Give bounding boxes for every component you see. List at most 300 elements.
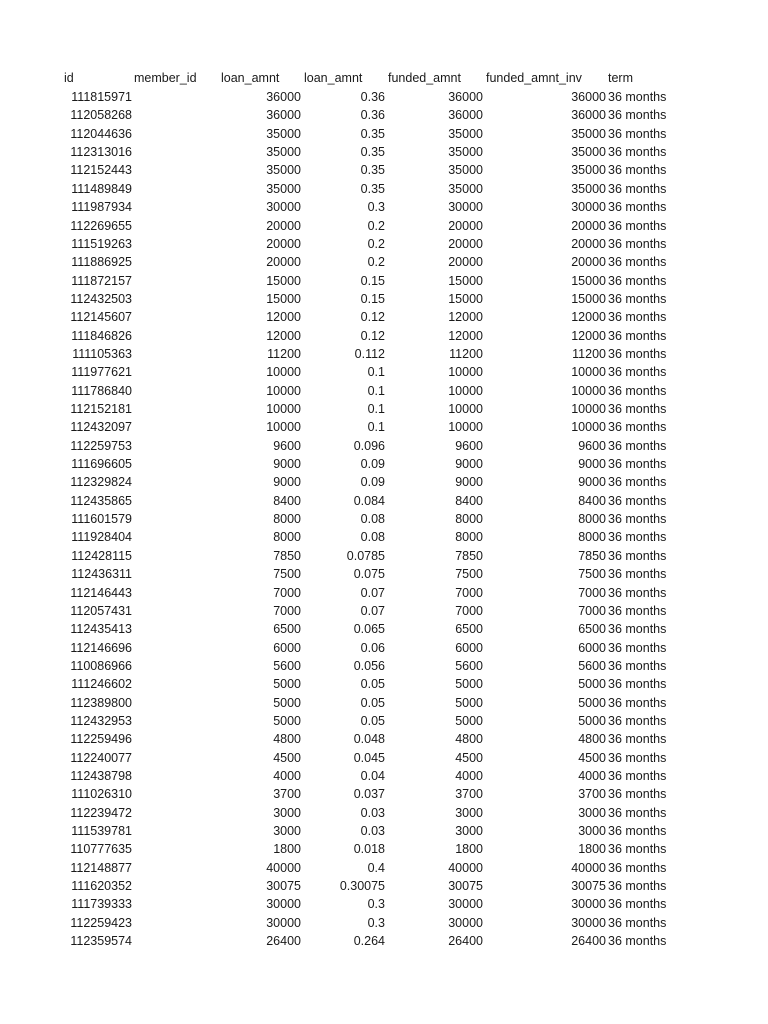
cell-loan-amnt-2: 0.3	[367, 915, 385, 930]
header-funded-amnt-inv: funded_amnt_inv	[486, 71, 582, 85]
cell-term: 36 months	[608, 548, 667, 563]
cell-funded-amnt-inv: 4500	[578, 750, 606, 765]
cell-term: 36 months	[608, 824, 667, 838]
cell-id: 110777635	[70, 842, 132, 857]
table-row	[0, 932, 768, 950]
cell-id: 111846826	[71, 328, 132, 343]
cell-loan-amnt: 3000	[273, 824, 301, 838]
cell-funded-amnt-inv: 9000	[578, 457, 606, 471]
cell-loan-amnt-2: 0.35	[360, 163, 385, 178]
cell-loan-amnt: 15000	[266, 291, 301, 306]
cell-id: 111815971	[71, 90, 132, 104]
table-row	[0, 565, 768, 583]
header-row	[0, 69, 768, 87]
cell-funded-amnt-inv: 20000	[571, 236, 606, 251]
cell-funded-amnt: 4800	[455, 732, 483, 747]
cell-id: 111026310	[71, 787, 132, 802]
cell-funded-amnt-inv: 8000	[578, 512, 606, 527]
cell-id: 111872157	[71, 273, 132, 288]
cell-id: 111928404	[71, 530, 132, 545]
cell-funded-amnt-inv: 6000	[578, 640, 606, 655]
cell-loan-amnt: 30000	[266, 915, 301, 930]
cell-funded-amnt: 30075	[448, 879, 483, 894]
cell-loan-amnt: 10000	[266, 420, 301, 435]
table-row	[0, 382, 768, 400]
cell-term: 36 months	[608, 145, 667, 160]
cell-term: 36 months	[608, 126, 667, 141]
cell-loan-amnt-2: 0.1	[367, 420, 385, 435]
cell-loan-amnt: 30075	[266, 879, 301, 894]
cell-id: 112359574	[70, 934, 132, 949]
cell-loan-amnt: 20000	[266, 255, 301, 270]
cell-loan-amnt-2: 0.2	[367, 218, 385, 233]
cell-funded-amnt: 5000	[455, 677, 483, 692]
cell-funded-amnt-inv: 30000	[571, 915, 606, 930]
cell-id: 112428115	[71, 548, 132, 563]
cell-id: 112259423	[70, 915, 132, 930]
cell-loan-amnt-2: 0.35	[360, 145, 385, 160]
cell-funded-amnt-inv: 5000	[578, 695, 606, 710]
cell-funded-amnt: 8000	[455, 530, 483, 545]
cell-id: 112146696	[70, 640, 132, 655]
cell-funded-amnt-inv: 30075	[571, 879, 606, 894]
cell-loan-amnt: 26400	[266, 934, 301, 949]
cell-funded-amnt-inv: 4000	[578, 769, 606, 783]
cell-loan-amnt: 4000	[273, 769, 301, 783]
cell-funded-amnt-inv: 3700	[578, 787, 606, 802]
cell-term: 36 months	[608, 787, 667, 802]
header-loan-amnt-2: loan_amnt	[304, 71, 363, 85]
cell-term: 36 months	[608, 567, 667, 582]
cell-id: 111105363	[72, 346, 132, 361]
cell-loan-amnt: 35000	[266, 181, 301, 196]
cell-funded-amnt: 9600	[455, 438, 483, 453]
cell-term: 36 months	[608, 897, 667, 912]
table-row	[0, 345, 768, 363]
cell-funded-amnt-inv: 9000	[578, 475, 606, 490]
cell-id: 110086966	[70, 658, 132, 673]
cell-funded-amnt-inv: 3000	[578, 805, 606, 820]
cell-id: 112148877	[70, 860, 132, 875]
cell-id: 112389800	[70, 695, 132, 710]
cell-loan-amnt-2: 0.1	[367, 383, 385, 398]
cell-term: 36 months	[608, 402, 667, 416]
cell-term: 36 months	[608, 108, 667, 123]
cell-funded-amnt: 4500	[455, 750, 483, 765]
cell-loan-amnt-2: 0.03	[360, 805, 385, 820]
cell-id: 112313016	[70, 145, 132, 160]
cell-funded-amnt: 30000	[448, 200, 483, 215]
cell-funded-amnt-inv: 5000	[578, 677, 606, 692]
cell-loan-amnt-2: 0.0785	[346, 548, 385, 563]
table-row	[0, 125, 768, 143]
cell-term: 36 months	[608, 218, 667, 233]
cell-term: 36 months	[608, 769, 667, 783]
cell-funded-amnt: 7500	[455, 567, 483, 582]
cell-funded-amnt: 35000	[448, 163, 483, 178]
cell-funded-amnt-inv: 10000	[571, 402, 606, 416]
cell-loan-amnt-2: 0.3	[367, 200, 385, 215]
cell-loan-amnt: 9000	[273, 475, 301, 490]
cell-loan-amnt: 7850	[273, 548, 301, 563]
cell-loan-amnt: 6500	[273, 622, 301, 637]
cell-loan-amnt: 20000	[266, 218, 301, 233]
cell-funded-amnt-inv: 35000	[571, 145, 606, 160]
cell-loan-amnt: 20000	[266, 236, 301, 251]
cell-term: 36 months	[608, 713, 667, 728]
cell-term: 36 months	[608, 236, 667, 251]
table-row	[0, 327, 768, 345]
cell-funded-amnt: 20000	[448, 236, 483, 251]
cell-funded-amnt: 9000	[455, 475, 483, 490]
table-row	[0, 400, 768, 418]
cell-funded-amnt: 35000	[448, 145, 483, 160]
cell-term: 36 months	[608, 438, 667, 453]
cell-funded-amnt-inv: 36000	[571, 90, 606, 104]
cell-id: 111696605	[71, 457, 132, 471]
cell-id: 112058268	[70, 108, 132, 123]
cell-loan-amnt-2: 0.05	[360, 713, 385, 728]
cell-funded-amnt-inv: 4800	[578, 732, 606, 747]
cell-id: 112438798	[70, 769, 132, 783]
cell-funded-amnt-inv: 3000	[578, 824, 606, 838]
table-row	[0, 694, 768, 712]
table-row	[0, 106, 768, 124]
cell-loan-amnt: 15000	[266, 273, 301, 288]
cell-funded-amnt: 6500	[455, 622, 483, 637]
header-member-id: member_id	[134, 71, 197, 85]
cell-loan-amnt: 9000	[273, 457, 301, 471]
cell-loan-amnt: 10000	[266, 383, 301, 398]
table-row	[0, 639, 768, 657]
cell-funded-amnt: 36000	[448, 108, 483, 123]
cell-funded-amnt-inv: 20000	[571, 218, 606, 233]
table-row	[0, 730, 768, 748]
cell-funded-amnt-inv: 7500	[578, 567, 606, 582]
cell-funded-amnt-inv: 30000	[571, 897, 606, 912]
cell-id: 112432503	[70, 291, 132, 306]
cell-funded-amnt-inv: 7000	[578, 585, 606, 600]
cell-loan-amnt: 8400	[273, 493, 301, 508]
cell-loan-amnt-2: 0.096	[353, 438, 385, 453]
table-row	[0, 308, 768, 326]
cell-funded-amnt: 30000	[448, 915, 483, 930]
cell-loan-amnt-2: 0.075	[353, 567, 385, 582]
table-row	[0, 528, 768, 546]
cell-term: 36 months	[608, 640, 667, 655]
table-row	[0, 657, 768, 675]
table-row	[0, 418, 768, 436]
cell-loan-amnt-2: 0.15	[360, 273, 385, 288]
cell-term: 36 months	[608, 493, 667, 508]
cell-loan-amnt-2: 0.037	[353, 787, 385, 802]
cell-term: 36 months	[608, 291, 667, 306]
cell-funded-amnt: 7850	[455, 548, 483, 563]
cell-id: 112269655	[70, 218, 132, 233]
table-row	[0, 859, 768, 877]
cell-loan-amnt-2: 0.056	[353, 658, 385, 673]
table-row	[0, 290, 768, 308]
cell-id: 111246602	[71, 677, 132, 692]
table-row	[0, 712, 768, 730]
cell-id: 111539781	[71, 824, 132, 838]
cell-term: 36 months	[608, 346, 667, 361]
cell-term: 36 months	[608, 90, 667, 104]
cell-loan-amnt-2: 0.12	[360, 328, 385, 343]
cell-loan-amnt-2: 0.084	[353, 493, 385, 508]
cell-loan-amnt-2: 0.08	[360, 530, 385, 545]
cell-id: 112435865	[70, 493, 132, 508]
cell-funded-amnt-inv: 8000	[578, 530, 606, 545]
cell-id: 112259753	[70, 438, 132, 453]
table-row	[0, 217, 768, 235]
cell-funded-amnt: 3700	[455, 787, 483, 802]
table-row	[0, 602, 768, 620]
cell-loan-amnt: 36000	[266, 108, 301, 123]
cell-loan-amnt: 11200	[267, 346, 301, 361]
cell-funded-amnt: 7000	[455, 585, 483, 600]
cell-id: 112435413	[70, 622, 132, 637]
cell-funded-amnt-inv: 35000	[571, 163, 606, 178]
cell-loan-amnt: 5000	[273, 677, 301, 692]
cell-funded-amnt-inv: 35000	[571, 181, 606, 196]
cell-funded-amnt: 20000	[448, 255, 483, 270]
cell-loan-amnt: 8000	[273, 512, 301, 527]
cell-funded-amnt-inv: 1800	[578, 842, 606, 857]
cell-id: 111977621	[71, 365, 132, 380]
cell-loan-amnt: 10000	[266, 365, 301, 380]
cell-funded-amnt-inv: 26400	[571, 934, 606, 949]
cell-id: 112152443	[70, 163, 132, 178]
cell-loan-amnt: 5000	[273, 713, 301, 728]
cell-loan-amnt-2: 0.09	[360, 475, 385, 490]
cell-loan-amnt: 5600	[273, 658, 301, 673]
table-row	[0, 620, 768, 638]
cell-loan-amnt: 4500	[273, 750, 301, 765]
cell-id: 112145607	[70, 310, 132, 325]
cell-loan-amnt-2: 0.35	[360, 181, 385, 196]
table-row	[0, 198, 768, 216]
table-row	[0, 675, 768, 693]
cell-loan-amnt: 35000	[266, 145, 301, 160]
cell-term: 36 months	[608, 457, 667, 471]
cell-loan-amnt: 35000	[266, 126, 301, 141]
cell-loan-amnt: 5000	[273, 695, 301, 710]
cell-term: 36 months	[608, 163, 667, 178]
cell-id: 111519263	[71, 236, 132, 251]
cell-loan-amnt: 40000	[266, 860, 301, 875]
cell-loan-amnt: 30000	[266, 200, 301, 215]
cell-term: 36 months	[608, 805, 667, 820]
cell-term: 36 months	[608, 842, 667, 857]
table-row	[0, 767, 768, 785]
cell-term: 36 months	[608, 732, 667, 747]
cell-loan-amnt-2: 0.05	[360, 695, 385, 710]
cell-term: 36 months	[608, 475, 667, 490]
cell-id: 111620352	[71, 879, 132, 894]
cell-funded-amnt-inv: 7850	[578, 548, 606, 563]
cell-loan-amnt-2: 0.05	[360, 677, 385, 692]
cell-funded-amnt: 10000	[448, 383, 483, 398]
cell-funded-amnt-inv: 35000	[571, 126, 606, 141]
cell-funded-amnt-inv: 10000	[571, 383, 606, 398]
cell-loan-amnt: 7000	[273, 603, 301, 618]
table-row	[0, 584, 768, 602]
cell-term: 36 months	[608, 420, 667, 435]
table-row	[0, 804, 768, 822]
cell-term: 36 months	[608, 603, 667, 618]
cell-loan-amnt-2: 0.15	[360, 291, 385, 306]
cell-id: 111987934	[71, 200, 132, 215]
cell-loan-amnt-2: 0.36	[360, 108, 385, 123]
cell-funded-amnt: 11200	[449, 346, 483, 361]
cell-funded-amnt-inv: 8400	[578, 493, 606, 508]
cell-loan-amnt-2: 0.12	[360, 310, 385, 325]
cell-id: 111739333	[71, 897, 132, 912]
cell-funded-amnt-inv: 9600	[578, 438, 606, 453]
cell-id: 112044636	[70, 126, 132, 141]
cell-loan-amnt-2: 0.065	[353, 622, 385, 637]
cell-id: 111886925	[71, 255, 132, 270]
cell-funded-amnt-inv: 15000	[571, 291, 606, 306]
cell-funded-amnt: 15000	[448, 273, 483, 288]
cell-term: 36 months	[608, 695, 667, 710]
table-row	[0, 510, 768, 528]
cell-funded-amnt-inv: 5000	[578, 713, 606, 728]
table-row	[0, 822, 768, 840]
cell-loan-amnt-2: 0.3	[367, 897, 385, 912]
cell-funded-amnt-inv: 11200	[572, 346, 606, 361]
cell-loan-amnt-2: 0.1	[367, 402, 385, 416]
cell-loan-amnt: 7000	[273, 585, 301, 600]
header-id: id	[64, 71, 74, 85]
table-row	[0, 235, 768, 253]
cell-loan-amnt: 30000	[266, 897, 301, 912]
cell-term: 36 months	[608, 677, 667, 692]
cell-id: 112152181	[70, 402, 132, 416]
cell-funded-amnt-inv: 15000	[571, 273, 606, 288]
cell-funded-amnt: 5000	[455, 695, 483, 710]
cell-funded-amnt: 12000	[448, 328, 483, 343]
cell-funded-amnt: 5600	[455, 658, 483, 673]
cell-loan-amnt-2: 0.112	[354, 346, 385, 361]
table-row	[0, 895, 768, 913]
cell-id: 112259496	[70, 732, 132, 747]
cell-funded-amnt: 40000	[448, 860, 483, 875]
cell-funded-amnt: 1800	[455, 842, 483, 857]
cell-funded-amnt: 4000	[455, 769, 483, 783]
cell-loan-amnt-2: 0.03	[360, 824, 385, 838]
cell-funded-amnt: 3000	[455, 805, 483, 820]
cell-funded-amnt: 30000	[448, 897, 483, 912]
cell-loan-amnt-2: 0.045	[353, 750, 385, 765]
cell-loan-amnt: 3700	[273, 787, 301, 802]
cell-funded-amnt: 36000	[448, 90, 483, 104]
cell-term: 36 months	[608, 328, 667, 343]
cell-id: 111601579	[71, 512, 132, 527]
cell-funded-amnt-inv: 40000	[571, 860, 606, 875]
table-row	[0, 473, 768, 491]
cell-loan-amnt: 8000	[273, 530, 301, 545]
header-term: term	[608, 71, 633, 85]
cell-loan-amnt: 3000	[273, 805, 301, 820]
cell-loan-amnt-2: 0.1	[367, 365, 385, 380]
cell-funded-amnt: 12000	[448, 310, 483, 325]
cell-funded-amnt-inv: 30000	[571, 200, 606, 215]
cell-funded-amnt: 26400	[448, 934, 483, 949]
cell-term: 36 months	[608, 310, 667, 325]
cell-loan-amnt-2: 0.06	[360, 640, 385, 655]
cell-id: 112329824	[70, 475, 132, 490]
cell-loan-amnt: 4800	[273, 732, 301, 747]
cell-term: 36 months	[608, 512, 667, 527]
table-row	[0, 253, 768, 271]
cell-term: 36 months	[608, 530, 667, 545]
cell-loan-amnt: 36000	[266, 90, 301, 104]
table-row	[0, 455, 768, 473]
cell-term: 36 months	[608, 750, 667, 765]
cell-loan-amnt: 1800	[273, 842, 301, 857]
cell-id: 112240077	[70, 750, 132, 765]
cell-id: 112057431	[70, 603, 132, 618]
cell-term: 36 months	[608, 879, 667, 894]
table-row	[0, 785, 768, 803]
cell-id: 111786840	[71, 383, 132, 398]
cell-loan-amnt: 12000	[266, 328, 301, 343]
cell-loan-amnt: 10000	[266, 402, 301, 416]
cell-loan-amnt: 12000	[266, 310, 301, 325]
cell-funded-amnt: 35000	[448, 126, 483, 141]
cell-loan-amnt-2: 0.048	[353, 732, 385, 747]
table-row	[0, 877, 768, 895]
cell-loan-amnt: 35000	[266, 163, 301, 178]
cell-funded-amnt: 20000	[448, 218, 483, 233]
cell-term: 36 months	[608, 934, 667, 949]
cell-id: 112432953	[70, 713, 132, 728]
table-row	[0, 88, 768, 106]
cell-loan-amnt-2: 0.264	[353, 934, 385, 949]
cell-term: 36 months	[608, 585, 667, 600]
cell-term: 36 months	[608, 273, 667, 288]
cell-funded-amnt: 10000	[448, 420, 483, 435]
cell-term: 36 months	[608, 860, 667, 875]
cell-funded-amnt: 15000	[448, 291, 483, 306]
table-row	[0, 143, 768, 161]
cell-funded-amnt: 9000	[455, 457, 483, 471]
cell-loan-amnt: 6000	[273, 640, 301, 655]
table-row	[0, 272, 768, 290]
cell-funded-amnt-inv: 10000	[571, 365, 606, 380]
cell-loan-amnt-2: 0.04	[360, 769, 385, 783]
cell-loan-amnt: 7500	[273, 567, 301, 582]
table-row	[0, 180, 768, 198]
cell-loan-amnt: 9600	[273, 438, 301, 453]
cell-term: 36 months	[608, 658, 667, 673]
table-row	[0, 437, 768, 455]
cell-loan-amnt-2: 0.36	[360, 90, 385, 104]
cell-loan-amnt-2: 0.2	[367, 255, 385, 270]
cell-funded-amnt: 8400	[455, 493, 483, 508]
cell-loan-amnt-2: 0.09	[360, 457, 385, 471]
cell-loan-amnt-2: 0.07	[360, 603, 385, 618]
cell-id: 112239472	[70, 805, 132, 820]
cell-funded-amnt: 6000	[455, 640, 483, 655]
cell-funded-amnt-inv: 5600	[578, 658, 606, 673]
header-loan-amnt: loan_amnt	[221, 71, 280, 85]
cell-funded-amnt-inv: 12000	[571, 328, 606, 343]
cell-term: 36 months	[608, 255, 667, 270]
cell-term: 36 months	[608, 200, 667, 215]
